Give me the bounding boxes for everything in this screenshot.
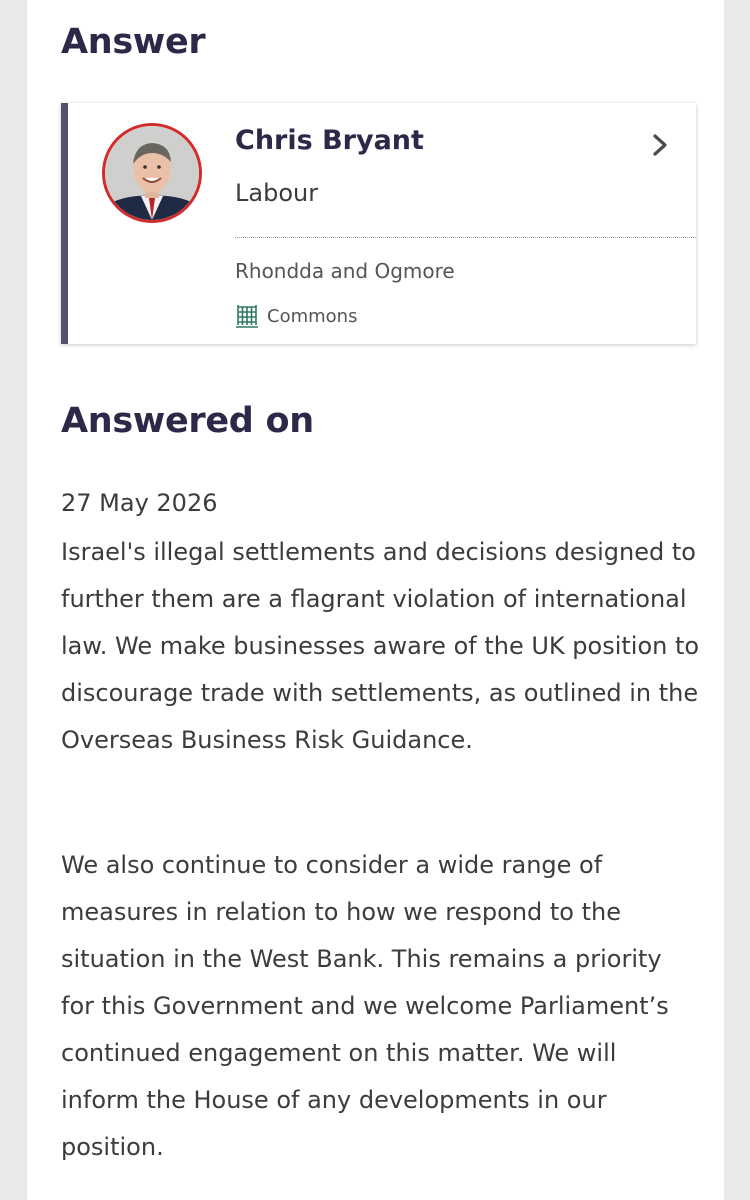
- answer-date: 27 May 2026: [61, 489, 218, 517]
- portcullis-icon: [235, 303, 259, 329]
- card-divider: [235, 237, 696, 238]
- house-label: Commons: [267, 306, 358, 327]
- member-constituency: Rhondda and Ogmore: [235, 259, 455, 283]
- answer-page: [27, 0, 724, 1200]
- answer-paragraph: We also continue to consider a wide range of measures in relation to how we respond to the situation in the West Bank. This remains a priority for this Government and we welcome Parliament’s continued engagement on this matter. We will inform the House of any developments in our position.: [61, 851, 669, 1161]
- member-card[interactable]: [61, 103, 696, 344]
- answer-paragraph: Israel's illegal settlements and decisions designed to further them are a flagrant violation of international law. We make businesses aware of the UK position to discourage trade with settlements, as outlined in the Overseas Business Risk Guidance.: [61, 538, 700, 754]
- member-name: Chris Bryant: [235, 125, 424, 156]
- chevron-right-icon[interactable]: [648, 131, 672, 159]
- member-avatar: [102, 123, 202, 223]
- member-party: Labour: [235, 179, 319, 207]
- answer-heading: Answer: [61, 22, 206, 62]
- answered-on-heading: Answered on: [61, 401, 314, 441]
